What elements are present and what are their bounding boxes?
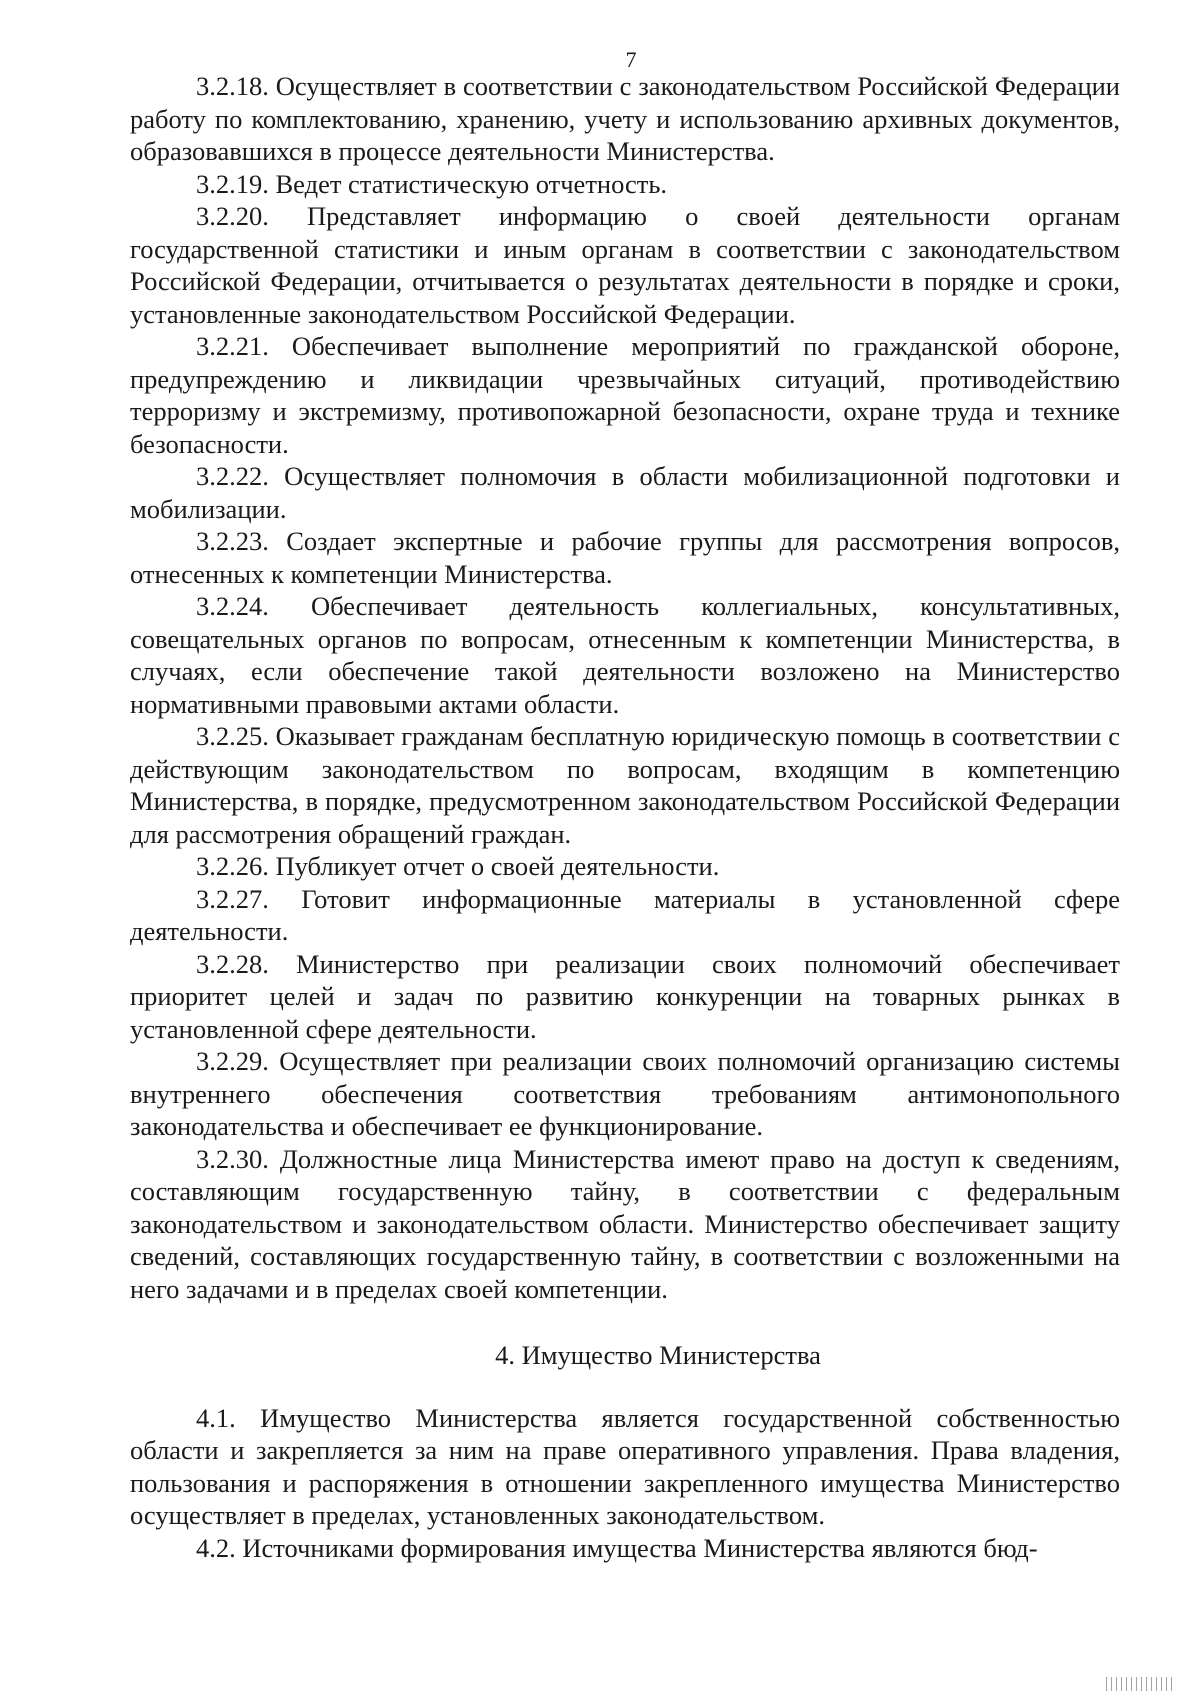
- paragraph-4-2: 4.2. Источниками формирования имущества Министерства являются бюд-: [196, 1532, 1038, 1563]
- paragraph-3-2-19: 3.2.19. Ведет статистическую отчетность.: [196, 168, 668, 199]
- document-body: [130, 70, 1120, 1564]
- scan-edge-marks: [1106, 1677, 1176, 1691]
- paragraph-3-2-27: 3.2.27. Готовит информационные материалы в установленной сфере деятельности.: [130, 883, 1120, 946]
- paragraph-3-2-29: 3.2.29. Осуществляет при реализации своих полномочий организацию системы внутреннего обеспечения соответствия требованиям антимонопольного законодательства и обеспечивает ее функционирование.: [130, 1046, 1120, 1141]
- paragraph-3-2-28: 3.2.28. Министерство при реализации своих полномочий обеспечивает приоритет целей и задач по развитию конкуренции на товарных рынках в установленной сфере деятельности.: [130, 948, 1120, 1044]
- paragraph-3-2-23: 3.2.23. Создает экспертные и рабочие группы для рассмотрения вопросов, отнесенных к компетенции Министерства.: [130, 526, 1120, 589]
- page-number: 7: [625, 47, 637, 72]
- paragraph-3-2-24: 3.2.24. Обеспечивает деятельность коллегиальных, консультативных, совещательных органов по вопросам, отнесенным к компетенции Министерства, в случаях, если обеспечение такой деятельности возложено на Министерство нормативными правовыми актами области.: [130, 591, 1120, 719]
- paragraph-3-2-20: 3.2.20. Представляет информацию о своей деятельности органам государственной статистики и иным органам в соответствии с законодательством Российской Федерации, отчитывается о результатах деятельности в порядке и сроки, установленные законодательством Российской Федерации.: [130, 201, 1120, 329]
- paragraph-4-1: 4.1. Имущество Министерства является государственной собственностью области и закрепляется за ним на праве оперативного управления. Права владения, пользования и распоряжения в отношении закрепленного имущества Министерство осуществляет в пределах, установленных законодательством.: [130, 1402, 1120, 1530]
- paragraph-3-2-26: 3.2.26. Публикует отчет о своей деятельности.: [196, 851, 720, 881]
- paragraph-3-2-30: 3.2.30. Должностные лица Министерства имеют право на доступ к сведениям, составляющим государственную тайну, в соответствии с федеральным законодательством и законодательством области. Министерство обеспечивает защиту сведений, составляющих государственную тайну, в соответствии с возложенными на него задачами и в пределах своей компетенции.: [130, 1143, 1120, 1304]
- paragraph-3-2-25: 3.2.25. Оказывает гражданам бесплатную юридическую помощь в соответствии с действующим законодательством по вопросам, входящим в компетенцию Министерства, в порядке, предусмотренном законодательством Российской Федерации для рассмотрения обращений граждан.: [130, 721, 1120, 849]
- section-title: 4. Имущество Министерства: [495, 1340, 821, 1370]
- paragraph-3-2-22: 3.2.22. Осуществляет полномочия в области мобилизационной подготовки и мобилизации.: [130, 461, 1120, 524]
- paragraph-3-2-21: 3.2.21. Обеспечивает выполнение мероприятий по гражданской обороне, предупреждению и ликвидации чрезвычайных ситуаций, противодействию терроризму и экстремизму, противопожарной безопасности, охране труда и технике безопасности.: [130, 331, 1120, 459]
- paragraph-3-2-18: 3.2.18. Осуществляет в соответствии с законодательством Российской Федерации работу по комплектованию, хранению, учету и использованию архивных документов, образовавшихся в процессе деятельности Министерства.: [130, 71, 1120, 166]
